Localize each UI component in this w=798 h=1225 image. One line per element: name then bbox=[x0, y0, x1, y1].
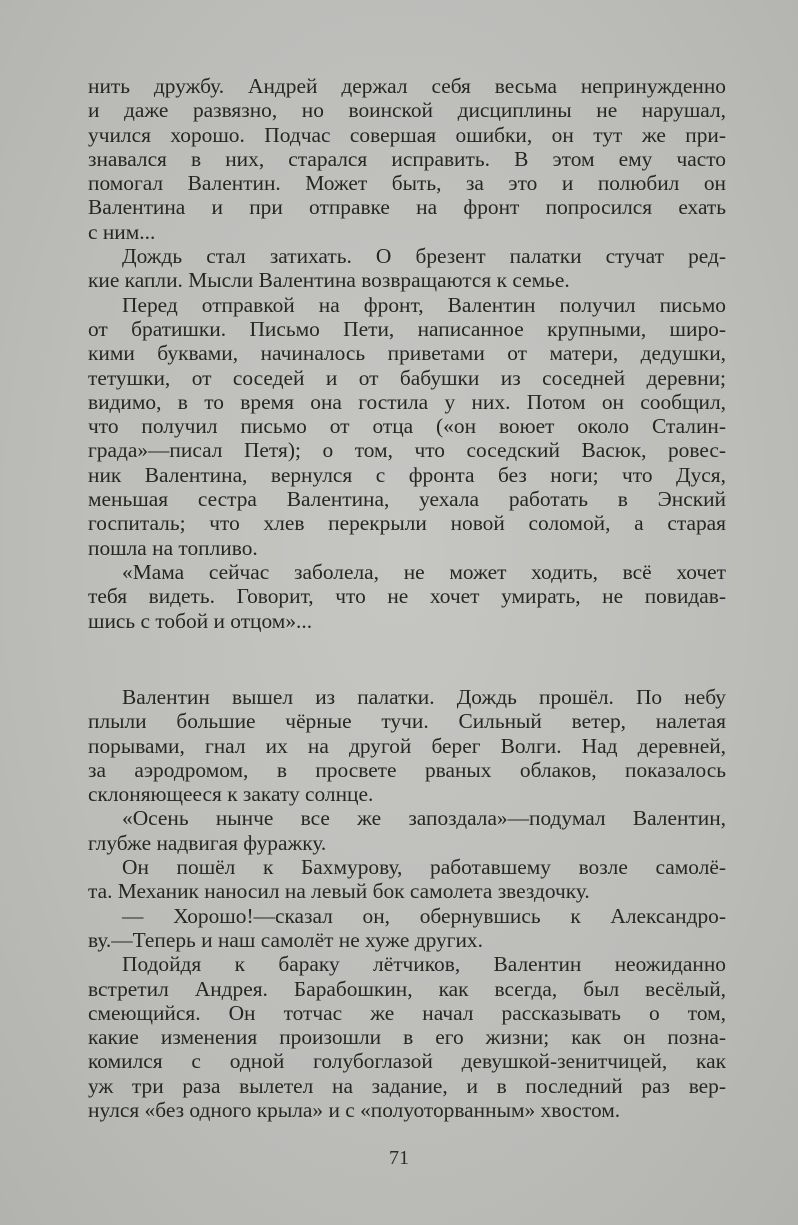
paragraph bbox=[88, 560, 726, 633]
text-line: ву.—Теперь и наш самолёт не хуже других. bbox=[88, 927, 483, 952]
text-line: встретил Андрея. Барабошкин, как всегда, был весёлый, bbox=[88, 976, 726, 1001]
text-line: нулся «без одного крыла» и с «полуоторванным» хвостом. bbox=[88, 1098, 621, 1123]
paragraph bbox=[88, 855, 726, 904]
paragraph bbox=[88, 952, 726, 1122]
text-line: нить дружбу. Андрей держал себя весьма непринужденно bbox=[88, 74, 726, 98]
text-section-1 bbox=[88, 74, 726, 633]
text-line: кие капли. Мысли Валентина возвращаются к семье. bbox=[88, 268, 570, 293]
text-line: «Мама сейчас заболела, не может ходить, всё хочет bbox=[122, 559, 726, 584]
text-line: комился с одной голубоглазой девушкой-зенитчицей, как bbox=[88, 1049, 726, 1074]
text-line: порывами, гнал их на другой берег Волги. Над деревней, bbox=[88, 733, 726, 758]
text-line: видимо, в то время она гостила у них. Потом он сообщил, bbox=[88, 389, 726, 414]
text-line: госпиталь; что хлев перекрыли новой соломой, а старая bbox=[88, 511, 726, 536]
text-line: Он пошёл к Бахмурову, работавшему возле самолё- bbox=[122, 855, 726, 880]
text-line: ник Валентина, вернулся с фронта без ноги; что Дуся, bbox=[88, 462, 726, 487]
text-line: кими буквами, начиналось приветами от матери, дедушки, bbox=[88, 341, 726, 366]
page-number: 71 bbox=[389, 1147, 409, 1169]
text-line: пошла на топливо. bbox=[88, 535, 258, 560]
text-line: Валентина и при отправке на фронт попросился ехать bbox=[88, 195, 726, 220]
paragraph bbox=[88, 904, 726, 953]
text-line: и даже развязно, но воинской дисциплины не нарушал, bbox=[88, 98, 726, 123]
text-line: тебя видеть. Говорит, что не хочет умирать, не повидав- bbox=[88, 584, 726, 609]
text-line: Валентин вышел из палатки. Дождь прошёл. По небу bbox=[122, 685, 726, 709]
text-line: града»—писал Петя); о том, что соседский Васюк, ровес- bbox=[88, 438, 726, 463]
text-line: смеющийся. Он тотчас же начал рассказывать о том, bbox=[88, 1000, 726, 1025]
text-line: какие изменения произошли в его жизни; как он позна- bbox=[88, 1025, 726, 1050]
paragraph bbox=[88, 293, 726, 560]
text-line: с ним... bbox=[88, 219, 156, 244]
text-line: Перед отправкой на фронт, Валентин получил письмо bbox=[122, 292, 726, 317]
paragraph bbox=[88, 244, 726, 293]
paragraph bbox=[88, 685, 726, 806]
text-line: тетушки, от соседей и от бабушки из соседней деревни; bbox=[88, 365, 726, 390]
paragraph bbox=[88, 806, 726, 855]
paragraph bbox=[88, 74, 726, 244]
text-line: «Осень нынче все же запоздала»—подумал Валентин, bbox=[122, 806, 726, 831]
text-line: меньшая сестра Валентина, уехала работать в Энский bbox=[88, 487, 726, 512]
text-line: — Хорошо!—сказал он, обернувшись к Александро- bbox=[122, 903, 726, 928]
text-line: Дождь стал затихать. О брезент палатки стучат ред- bbox=[122, 244, 726, 269]
text-line: шись с тобой и отцом»... bbox=[88, 608, 313, 633]
text-line: уж три раза вылетел на задание, и в последний раз вер- bbox=[88, 1073, 726, 1098]
text-line: склоняющееся к закату солнце. bbox=[88, 782, 374, 807]
text-section-2 bbox=[88, 685, 726, 1122]
text-line: за аэродромом, в просвете рваных облаков, показалось bbox=[88, 757, 726, 782]
text-line: плыли большие чёрные тучи. Сильный ветер, налетая bbox=[88, 709, 726, 734]
text-line: что получил письмо от отца («он воюет около Сталин- bbox=[88, 414, 726, 439]
text-line: знавался в них, старался исправить. В этом ему часто bbox=[88, 146, 726, 171]
text-line: учился хорошо. Подчас совершая ошибки, он тут же при- bbox=[88, 122, 726, 147]
text-line: Подойдя к бараку лётчиков, Валентин неожиданно bbox=[122, 952, 726, 977]
text-line: помогал Валентин. Может быть, за это и полюбил он bbox=[88, 171, 726, 196]
text-line: та. Механик наносил на левый бок самолета звездочку. bbox=[88, 879, 590, 904]
text-line: глубже надвигая фуражку. bbox=[88, 830, 327, 855]
text-line: от братишки. Письмо Пети, написанное крупными, широ- bbox=[88, 316, 726, 341]
